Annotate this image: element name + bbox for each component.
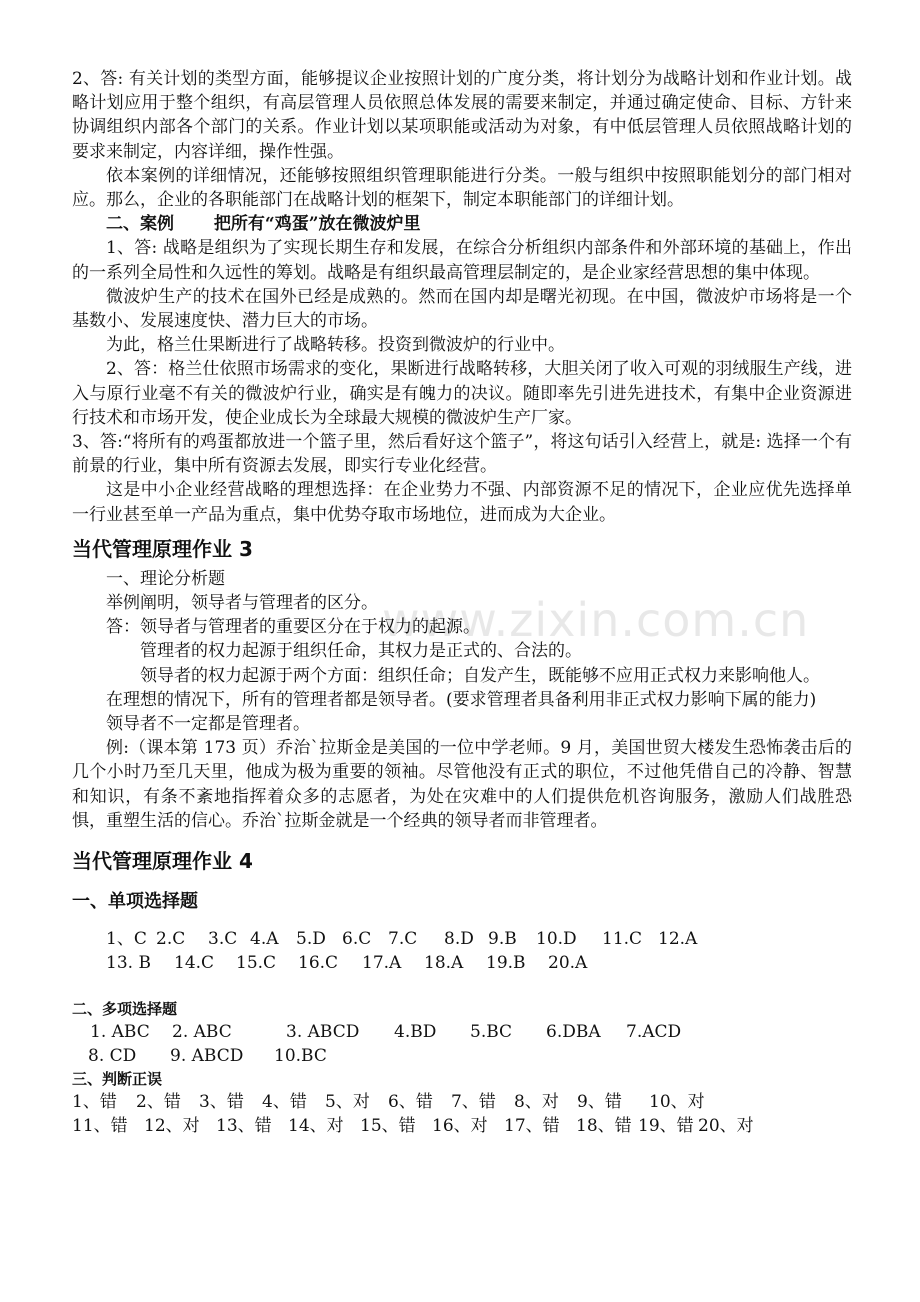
answer-item: 1. ABC xyxy=(90,1021,150,1042)
answer-item: 7、错 xyxy=(451,1091,496,1112)
answer-item: 15.C xyxy=(236,953,277,974)
answer-item: 18.A xyxy=(424,953,464,974)
watermark: www.zixin.com.cn xyxy=(382,593,810,647)
answer-item: 18、错 xyxy=(576,1116,632,1137)
answer-paragraph: 管理者的权力起源于组织任命，其权力是正式的、合法的。 xyxy=(140,641,582,662)
answer-item: 14.C xyxy=(174,953,215,974)
answer-item: 12、对 xyxy=(144,1116,200,1137)
answer-paragraph: 1、答: 战略是组织为了实现长期生存和发展，在综合分析组织内部条件和外部环境的基础上，作出的一系列全局性和久远性的筹划。战略是有组织最高管理层制定的，是企业家经营思想的集中体现。 xyxy=(72,238,852,283)
answer-item: 2、错 xyxy=(136,1091,181,1112)
answer-item: 3.C xyxy=(208,929,238,950)
answer-item: 1、错 xyxy=(72,1091,117,1112)
answer-paragraph: 为此，格兰仕果断进行了战略转移。投资到微波炉的行业中。 xyxy=(106,335,565,356)
answer-paragraph: 2、答: 有关计划的类型方面，能够提议企业按照计划的广度分类，将计划分为战略计划和作业计划。战略计划应用于整个组织，有高层管理人员依照总体发展的需要来制定，并通过确定使命、目标、方针来协调组织内部各个部门的关系。作业计划以某项职能或活动为对象，有中低层管理人员依照战略计划的要求来制定，内容详细，操作性强。 xyxy=(72,69,852,162)
answer-item: 20.A xyxy=(548,953,588,974)
answer-paragraph: 这是中小企业经营战略的理想选择：在企业势力不强、内部资源不足的情况下，企业应优先选择单一行业甚至单一产品为重点，集中优势夺取市场地位，进而成为大企业。 xyxy=(72,480,852,525)
question-text: 举例阐明，领导者与管理者的区分。 xyxy=(106,593,378,614)
answer-item: 5、对 xyxy=(325,1091,370,1112)
answer-item: 16、对 xyxy=(432,1116,488,1137)
answer-item: 3. ABCD xyxy=(286,1021,360,1042)
answer-item: 3、错 xyxy=(199,1091,244,1112)
answer-item: 10.D xyxy=(536,929,577,950)
answer-item: 8. CD xyxy=(88,1045,137,1066)
section-title-hw4: 当代管理原理作业 4 xyxy=(72,849,253,874)
true-false-row-2 xyxy=(72,1114,852,1138)
answer-item: 17.A xyxy=(362,953,402,974)
answer-paragraph: 2、答：格兰仕依照市场需求的变化，果断进行战略转移，大胆关闭了收入可观的羽绒服生产线，进入与原行业毫不有关的微波炉行业，确实是有魄力的决议。随即率先引进先进技术，有集中企业资源进行技术和市场开发，使企业成长为全球最大规模的微波炉生产厂家。 xyxy=(72,359,852,428)
answer-item: 11.C xyxy=(602,929,643,950)
answer-item: 12.A xyxy=(658,929,698,950)
answer-paragraph: 微波炉生产的技术在国外已经是成熟的。然而在国内却是曙光初现。在中国，微波炉市场将是一个基数小、发展速度快、潜力巨大的市场。 xyxy=(72,286,852,332)
answer-item: 10、对 xyxy=(649,1091,705,1112)
answer-item: 10.BC xyxy=(274,1045,327,1066)
answer-item: 5.D xyxy=(296,929,326,950)
answer-paragraph: 3、答:“将所有的鸡蛋都放进一个篮子里，然后看好这个篮子”，将这句话引入经营上，就是: 选择一个有前景的行业，集中所有资源去发展，即实行专业化经营。 xyxy=(72,432,852,477)
true-false-heading: 三、判断正误 xyxy=(72,1069,163,1088)
multi-choice-row-2 xyxy=(72,1044,852,1068)
answer-item: 19、错 xyxy=(638,1116,694,1137)
multi-choice-heading: 二、多项选择题 xyxy=(72,999,178,1018)
answer-item: 9、错 xyxy=(577,1091,622,1112)
single-choice-heading: 一、单项选择题 xyxy=(72,891,198,913)
answer-item: 4、错 xyxy=(262,1091,307,1112)
single-choice-row-1 xyxy=(72,927,852,951)
answer-item: 2. ABC xyxy=(172,1021,232,1042)
true-false-row-1 xyxy=(72,1090,852,1114)
answer-item: 19.B xyxy=(486,953,526,974)
document-body xyxy=(72,67,852,1138)
answer-paragraph: 答：领导者与管理者的重要区分在于权力的起源。 xyxy=(106,617,480,638)
answer-item: 4.BD xyxy=(394,1021,437,1042)
answer-item: 6.C xyxy=(342,929,372,950)
answer-item: 9. ABCD xyxy=(170,1045,244,1066)
answer-item: 5.BC xyxy=(470,1021,513,1042)
answer-item: 13. B xyxy=(106,953,151,974)
answer-item: 11、错 xyxy=(72,1116,128,1137)
multi-choice-row-1 xyxy=(72,1020,852,1044)
answer-item: 6、错 xyxy=(388,1091,433,1112)
answer-paragraph: 依本案例的详细情况，还能够按照组织管理职能进行分类。一般与组织中按照职能划分的部门相对应。那么，企业的各职能部门在战略计划的框架下，制定本职能部门的详细计划。 xyxy=(72,165,852,211)
answer-item: 15、错 xyxy=(360,1116,416,1137)
answer-item: 13、错 xyxy=(216,1116,272,1137)
answer-item: 16.C xyxy=(298,953,339,974)
answer-item: 6.DBA xyxy=(546,1021,601,1042)
answer-item: 4.A xyxy=(250,929,279,950)
answer-paragraph: 领导者的权力起源于两个方面：组织任命；自发产生，既能够不应用正式权力来影响他人。 xyxy=(140,665,820,686)
answer-item: 17、错 xyxy=(504,1116,560,1137)
answer-paragraph: 在理想的情况下，所有的管理者都是领导者。(要求管理者具备利用非正式权力影响下属的能力) xyxy=(106,689,817,710)
answer-paragraph: 例:（课本第 173 页）乔治`拉斯金是美国的一位中学老师。9 月，美国世贸大楼发生恐怖袭击后的几个小时乃至几天里，他成为极为重要的领袖。尽管他没有正式的职位，不过他凭借自己的冷静、智慧和知识，有条不紊地指挥着众多的志愿者，为处在灾难中的人们提供危机咨询服务，激励人们战胜恐惧，重塑生活的信心。乔治`拉斯金就是一个经典的领导者而非管理者。 xyxy=(72,738,852,831)
answer-item: 20、对 xyxy=(698,1116,754,1137)
answer-item: 7.C xyxy=(388,929,418,950)
subheading: 一、理论分析题 xyxy=(106,568,225,589)
answer-paragraph: 领导者不一定都是管理者。 xyxy=(106,714,310,735)
case-heading: 二、案例 把所有“鸡蛋”放在微波炉里 xyxy=(106,214,421,235)
answer-item: 2.C xyxy=(156,929,186,950)
section-title-hw3: 当代管理原理作业 3 xyxy=(72,536,253,561)
answer-item: 1、C xyxy=(106,929,147,950)
answer-item: 8、对 xyxy=(514,1091,559,1112)
answer-item: 8.D xyxy=(444,929,474,950)
answer-item: 9.B xyxy=(488,929,517,950)
single-choice-row-2 xyxy=(72,951,852,975)
answer-item: 14、对 xyxy=(288,1116,344,1137)
answer-item: 7.ACD xyxy=(626,1021,682,1042)
